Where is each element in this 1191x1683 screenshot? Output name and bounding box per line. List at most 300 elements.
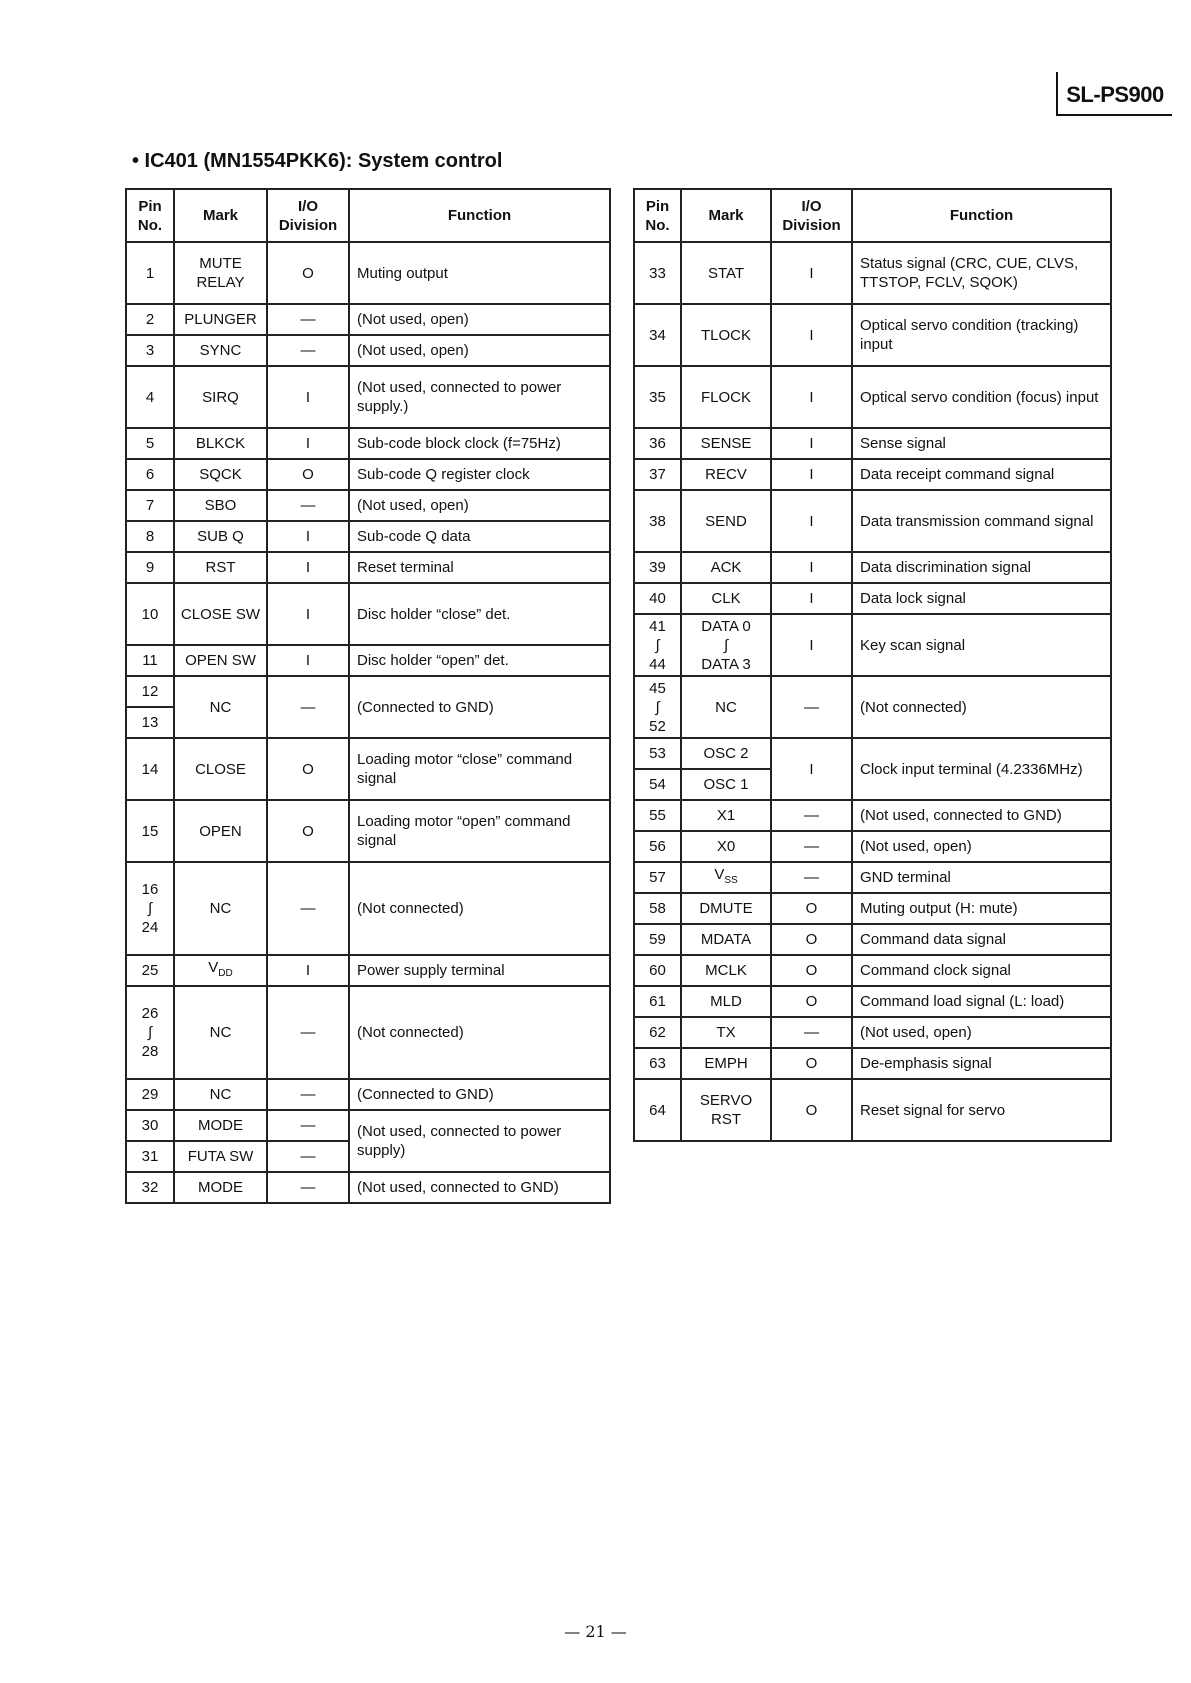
table-row	[126, 1172, 610, 1203]
table-row	[634, 614, 1111, 676]
mark-cell	[681, 986, 771, 1017]
pin-number-cell	[634, 924, 681, 955]
pin-number-cell-text: 64	[649, 1101, 666, 1119]
io-division-cell	[267, 1141, 349, 1172]
mark-cell-text: NC	[209, 698, 232, 716]
table-row	[634, 428, 1111, 459]
mark-cell	[681, 924, 771, 955]
mark-cell	[174, 955, 267, 986]
mark-cell-text: SENSE	[700, 435, 752, 452]
io-division-cell-text: I	[305, 559, 311, 576]
table-row	[634, 583, 1111, 614]
mark-cell-text: NC	[209, 1086, 232, 1103]
function-cell	[349, 304, 610, 335]
mark-cell	[174, 428, 267, 459]
io-division-cell	[267, 304, 349, 335]
mark-cell-text: EMPH	[704, 1055, 748, 1072]
io-division-cell	[267, 1110, 349, 1141]
pin-number-cell	[634, 986, 681, 1017]
function-cell	[349, 955, 610, 986]
pin-number-cell-text: 9	[145, 559, 155, 576]
function-cell-text: Data discrimination signal	[860, 559, 1031, 576]
pin-number-cell	[126, 1110, 174, 1141]
pin-number-cell-text: 37	[649, 466, 666, 483]
io-division-cell	[267, 738, 349, 800]
mark-cell	[681, 490, 771, 552]
pin-number-cell	[126, 335, 174, 366]
mark-cell	[681, 242, 771, 304]
pin-number-cell-text: 14	[141, 760, 159, 778]
io-division-cell	[771, 614, 852, 676]
function-cell	[349, 862, 610, 955]
function-cell-text: Loading motor “close” command signal	[357, 751, 573, 787]
mark-cell-text: OSC 2	[703, 745, 749, 762]
mark-cell-text: OPEN SW	[185, 652, 256, 669]
io-division-cell	[267, 459, 349, 490]
function-cell	[852, 955, 1111, 986]
pin-number-cell	[634, 459, 681, 490]
function-cell	[349, 1079, 610, 1110]
io-division-cell-text: I	[809, 264, 814, 282]
pin-number-cell-text: 38	[649, 512, 666, 530]
mark-cell	[681, 428, 771, 459]
table-row	[126, 583, 610, 645]
table-row	[126, 366, 610, 428]
pin-number-cell	[634, 242, 681, 304]
pin-number-cell	[634, 552, 681, 583]
mark-cell-text: SUB Q	[197, 528, 244, 545]
function-cell	[852, 459, 1111, 490]
function-cell-text: Clock input terminal (4.2336MHz)	[860, 760, 1083, 778]
table-row	[126, 1079, 610, 1110]
mark-subscript: DD	[218, 968, 233, 979]
table-row	[126, 1110, 610, 1141]
function-cell	[852, 366, 1111, 428]
table-row	[126, 800, 610, 862]
mark-cell	[681, 614, 771, 676]
function-cell-text: (Not used, open)	[357, 497, 469, 514]
pin-number-cell-text: 8	[145, 528, 155, 545]
function-cell	[852, 614, 1111, 676]
io-division-cell	[267, 800, 349, 862]
io-division-cell-text: I	[809, 512, 814, 530]
mark-cell-text: DMUTE	[699, 900, 753, 917]
io-division-cell-text: —	[300, 1148, 316, 1165]
pin-number-cell	[634, 831, 681, 862]
io-division-cell	[771, 924, 852, 955]
mark-cell-text: SYNC	[199, 342, 242, 359]
pin-number-cell-text: 16 ∫ 24	[141, 881, 159, 936]
mark-cell-text: STAT	[707, 264, 745, 282]
mark-cell-text: FUTA SW	[187, 1148, 254, 1165]
function-cell-text: (Not used, connected to power supply.)	[357, 379, 562, 415]
io-division-cell	[771, 1048, 852, 1079]
pin-number-cell	[634, 1048, 681, 1079]
io-division-cell	[771, 862, 852, 893]
mark-cell-text: NC	[209, 900, 232, 917]
mark-cell	[174, 1172, 267, 1203]
pin-number-cell	[126, 242, 174, 304]
io-division-cell-text: O	[302, 466, 314, 483]
pin-number-cell	[126, 1141, 174, 1172]
function-cell	[852, 924, 1111, 955]
io-division-cell-text: —	[300, 342, 316, 359]
pin-rows-right	[634, 242, 1111, 1141]
pin-number-cell-text: 56	[649, 838, 666, 855]
function-cell	[852, 1017, 1111, 1048]
function-cell-text: Optical servo condition (focus) input	[860, 388, 1099, 406]
io-division-cell-text: O	[805, 1101, 818, 1119]
pin-number-cell-text: 2	[145, 311, 155, 328]
table-row	[634, 366, 1111, 428]
table-row	[126, 738, 610, 800]
io-division-cell	[771, 676, 852, 738]
io-division-cell	[771, 490, 852, 552]
function-cell-text: Command clock signal	[860, 962, 1011, 979]
table-row	[126, 676, 610, 707]
mark-cell-text: CLOSE SW	[180, 605, 261, 623]
mark-cell	[681, 769, 771, 800]
function-cell-text: Muting output	[357, 264, 448, 282]
io-division-cell-text: O	[302, 760, 314, 778]
pin-number-cell-text: 41 ∫ 44	[649, 617, 666, 673]
io-division-cell	[771, 831, 852, 862]
io-division-cell-text: I	[809, 388, 814, 406]
io-division-cell	[771, 1079, 852, 1141]
table-row	[126, 428, 610, 459]
pin-number-cell-text: 15	[141, 822, 159, 840]
pin-number-cell-text: 60	[649, 962, 666, 979]
table-row	[126, 862, 610, 955]
table-row	[634, 986, 1111, 1017]
table-row	[634, 955, 1111, 986]
function-cell	[852, 738, 1111, 800]
pin-number-cell-text: 55	[649, 807, 666, 824]
pin-number-cell	[126, 304, 174, 335]
pin-number-cell-text: 33	[649, 264, 666, 282]
function-cell-text: (Connected to GND)	[357, 1086, 494, 1103]
function-cell-text: (Not connected)	[357, 1024, 464, 1041]
table-row	[634, 552, 1111, 583]
function-cell	[349, 676, 610, 738]
mark-cell-text: RST	[205, 559, 236, 576]
table-row	[634, 304, 1111, 366]
col-header-pin: Pin No.	[126, 189, 174, 242]
table-row	[634, 242, 1111, 304]
pin-table-right	[633, 188, 1112, 1142]
pin-number-cell-text: 31	[141, 1148, 159, 1165]
pin-number-cell	[634, 862, 681, 893]
table-row	[634, 924, 1111, 955]
io-division-cell-text: O	[805, 900, 818, 917]
col-header-function: Function	[852, 189, 1111, 242]
pin-number-cell	[634, 614, 681, 676]
io-division-cell	[771, 459, 852, 490]
mark-cell	[681, 304, 771, 366]
io-division-cell	[267, 335, 349, 366]
pin-number-cell-text: 25	[141, 962, 159, 979]
pin-number-cell	[634, 1017, 681, 1048]
io-division-cell	[771, 304, 852, 366]
io-division-cell-text: —	[804, 838, 819, 855]
pin-number-cell	[634, 955, 681, 986]
mark-cell-text: CLOSE	[195, 760, 246, 778]
function-cell	[349, 366, 610, 428]
function-cell	[852, 490, 1111, 552]
pin-number-cell-text: 53	[649, 745, 666, 762]
pin-number-cell	[126, 552, 174, 583]
pin-number-cell	[634, 583, 681, 614]
table-header-row	[634, 189, 1111, 242]
table-row	[126, 986, 610, 1079]
mark-cell-text: NC	[715, 698, 737, 716]
io-division-cell-text: —	[300, 1117, 316, 1134]
mark-cell	[174, 552, 267, 583]
table-row	[126, 490, 610, 521]
io-division-cell	[267, 1079, 349, 1110]
pin-number-cell	[126, 738, 174, 800]
pin-number-cell	[126, 490, 174, 521]
function-cell	[852, 583, 1111, 614]
pin-number-cell-text: 5	[145, 435, 155, 452]
io-division-cell	[771, 800, 852, 831]
pin-number-cell-text: 59	[649, 931, 666, 948]
io-division-cell-text: I	[305, 605, 311, 623]
mark-cell-text: OPEN	[199, 822, 242, 840]
mark-cell-text: SERVO RST	[699, 1092, 753, 1128]
pin-number-cell-text: 1	[145, 264, 155, 282]
col-header-mark: Mark	[681, 189, 771, 242]
function-cell-text: Command data signal	[860, 931, 1006, 948]
mark-cell	[681, 800, 771, 831]
pin-rows-left	[126, 242, 610, 1203]
function-cell	[349, 335, 610, 366]
function-cell-text: (Not used, connected to GND)	[357, 1179, 559, 1196]
function-cell	[349, 986, 610, 1079]
io-division-cell-text: —	[300, 497, 316, 514]
mark-cell-text: X0	[716, 838, 736, 855]
mark-cell	[681, 583, 771, 614]
pin-number-cell	[126, 676, 174, 707]
mark-cell	[681, 552, 771, 583]
function-cell-text: Optical servo condition (tracking) input	[860, 317, 1079, 353]
function-cell	[349, 1172, 610, 1203]
table-row	[634, 490, 1111, 552]
function-cell	[852, 428, 1111, 459]
mark-cell	[174, 366, 267, 428]
mark-cell	[174, 645, 267, 676]
mark-cell	[174, 304, 267, 335]
function-cell	[349, 459, 610, 490]
function-cell	[852, 831, 1111, 862]
io-division-cell-text: I	[305, 388, 311, 406]
mark-cell-text: TX	[716, 1024, 736, 1041]
table-row	[634, 893, 1111, 924]
pin-number-cell	[126, 986, 174, 1079]
mark-cell	[681, 1017, 771, 1048]
io-division-cell-text: —	[300, 1179, 316, 1196]
mark-cell-text: SEND	[705, 512, 747, 530]
pin-number-cell-text: 12	[141, 683, 159, 700]
pin-number-cell	[126, 862, 174, 955]
pin-number-cell-text: 13	[141, 714, 159, 731]
function-cell-text: Key scan signal	[860, 636, 966, 654]
io-division-cell	[771, 366, 852, 428]
mark-cell-text: BLKCK	[195, 435, 246, 452]
pin-number-cell	[634, 769, 681, 800]
col-header-pin: Pin No.	[634, 189, 681, 242]
pin-number-cell-text: 30	[141, 1117, 159, 1134]
mark-cell	[174, 986, 267, 1079]
mark-subscript: SS	[724, 875, 738, 886]
function-cell	[349, 1110, 610, 1172]
mark-cell	[174, 521, 267, 552]
pin-number-cell	[634, 676, 681, 738]
table-row	[634, 831, 1111, 862]
mark-cell-text: SBO	[204, 497, 237, 514]
table-row	[126, 552, 610, 583]
table-row	[634, 459, 1111, 490]
function-cell-text: (Not used, open)	[860, 838, 972, 855]
function-cell	[852, 242, 1111, 304]
mark-cell-text: X1	[716, 807, 736, 824]
io-division-cell-text: I	[809, 760, 814, 778]
col-header-function: Function	[349, 189, 610, 242]
function-cell-text: Loading motor “open” command signal	[357, 813, 571, 849]
col-header-mark: Mark	[174, 189, 267, 242]
io-division-cell	[267, 242, 349, 304]
pin-number-cell	[126, 366, 174, 428]
io-division-cell-text: I	[305, 652, 311, 669]
mark-cell-text: CLK	[711, 590, 741, 607]
table-row	[126, 645, 610, 676]
function-cell-text: (Connected to GND)	[357, 698, 494, 716]
mark-cell	[174, 490, 267, 521]
io-division-cell	[771, 955, 852, 986]
function-cell	[852, 986, 1111, 1017]
table-row	[634, 676, 1111, 738]
table-row	[126, 304, 610, 335]
pin-number-cell	[634, 428, 681, 459]
function-cell-text: (Not used, open)	[357, 311, 469, 328]
function-cell	[852, 800, 1111, 831]
io-division-cell-text: —	[300, 1086, 316, 1103]
function-cell-text: (Not used, connected to power supply)	[357, 1123, 562, 1159]
pin-number-cell	[126, 1172, 174, 1203]
mark-cell-text: FLOCK	[700, 388, 751, 406]
table-row	[126, 459, 610, 490]
function-cell	[852, 1048, 1111, 1079]
mark-cell	[681, 862, 771, 893]
table-row	[126, 955, 610, 986]
pin-number-cell	[634, 738, 681, 769]
pin-number-cell	[634, 366, 681, 428]
pin-table-left	[125, 188, 611, 1204]
mark-cell-text: MLD	[710, 993, 742, 1010]
io-division-cell	[267, 490, 349, 521]
function-cell	[852, 893, 1111, 924]
io-division-cell-text: —	[804, 869, 819, 886]
pin-number-cell-text: 35	[649, 388, 666, 406]
mark-cell-text: DATA 0 ∫ DATA 3	[701, 617, 751, 673]
io-division-cell-text: —	[300, 1024, 316, 1041]
pin-number-cell-text: 4	[145, 388, 155, 406]
mark-cell-text: ACK	[710, 559, 742, 576]
mark-cell	[681, 1048, 771, 1079]
pin-number-cell-text: 6	[145, 466, 155, 483]
function-cell	[852, 1079, 1111, 1141]
pin-number-cell-text: 57	[649, 869, 666, 886]
io-division-cell-text: —	[804, 1024, 819, 1041]
io-division-cell-text: I	[809, 326, 814, 344]
mark-cell	[174, 1141, 267, 1172]
mark-cell-text: MODE	[198, 1117, 243, 1134]
function-cell	[349, 428, 610, 459]
table-row	[634, 738, 1111, 769]
mark-cell	[681, 738, 771, 769]
function-cell-text: GND terminal	[860, 869, 951, 886]
pin-number-cell-text: 39	[649, 559, 666, 576]
io-division-cell-text: I	[809, 636, 814, 654]
function-cell-text: (Not used, open)	[860, 1024, 972, 1041]
io-division-cell	[267, 862, 349, 955]
pin-number-cell	[634, 1079, 681, 1141]
mark-cell-text: RECV	[705, 466, 747, 483]
function-cell	[349, 738, 610, 800]
io-division-cell-text: O	[302, 822, 314, 840]
io-division-cell	[771, 893, 852, 924]
table-row	[634, 862, 1111, 893]
col-header-io: I/O Division	[267, 189, 349, 242]
mark-cell	[681, 831, 771, 862]
function-cell-text: Data transmission command signal	[860, 512, 1094, 530]
io-division-cell	[771, 1017, 852, 1048]
mark-cell	[681, 893, 771, 924]
mark-cell	[174, 800, 267, 862]
function-cell-text: (Not used, connected to GND)	[860, 807, 1062, 824]
mark-cell-text: V	[714, 866, 725, 883]
io-division-cell	[771, 738, 852, 800]
table-row	[126, 521, 610, 552]
function-cell-text: Sub-code block clock (f=75Hz)	[357, 435, 561, 452]
table-row	[634, 1079, 1111, 1141]
mark-cell-text: NC	[209, 1024, 232, 1041]
pin-number-cell	[126, 955, 174, 986]
function-cell	[349, 521, 610, 552]
io-division-cell	[267, 366, 349, 428]
io-division-cell-text: —	[300, 698, 316, 716]
mark-cell	[174, 1079, 267, 1110]
mark-cell-text: TLOCK	[700, 326, 751, 344]
function-cell-text: Disc holder “open” det.	[357, 652, 509, 669]
mark-cell	[174, 862, 267, 955]
function-cell-text: (Not connected)	[860, 698, 967, 716]
io-division-cell	[771, 428, 852, 459]
io-division-cell-text: O	[805, 931, 818, 948]
mark-cell-text: MDATA	[700, 931, 752, 948]
mark-cell-text: MCLK	[705, 962, 747, 979]
io-division-cell	[771, 552, 852, 583]
pin-number-cell-text: 61	[649, 993, 666, 1010]
function-cell-text: Sense signal	[860, 435, 946, 452]
io-division-cell-text: —	[300, 900, 316, 917]
io-division-cell	[267, 428, 349, 459]
function-cell-text: Data receipt command signal	[860, 466, 1055, 483]
io-division-cell-text: I	[305, 962, 311, 979]
function-cell	[349, 645, 610, 676]
pin-number-cell	[634, 490, 681, 552]
function-cell-text: (Not connected)	[357, 900, 464, 917]
